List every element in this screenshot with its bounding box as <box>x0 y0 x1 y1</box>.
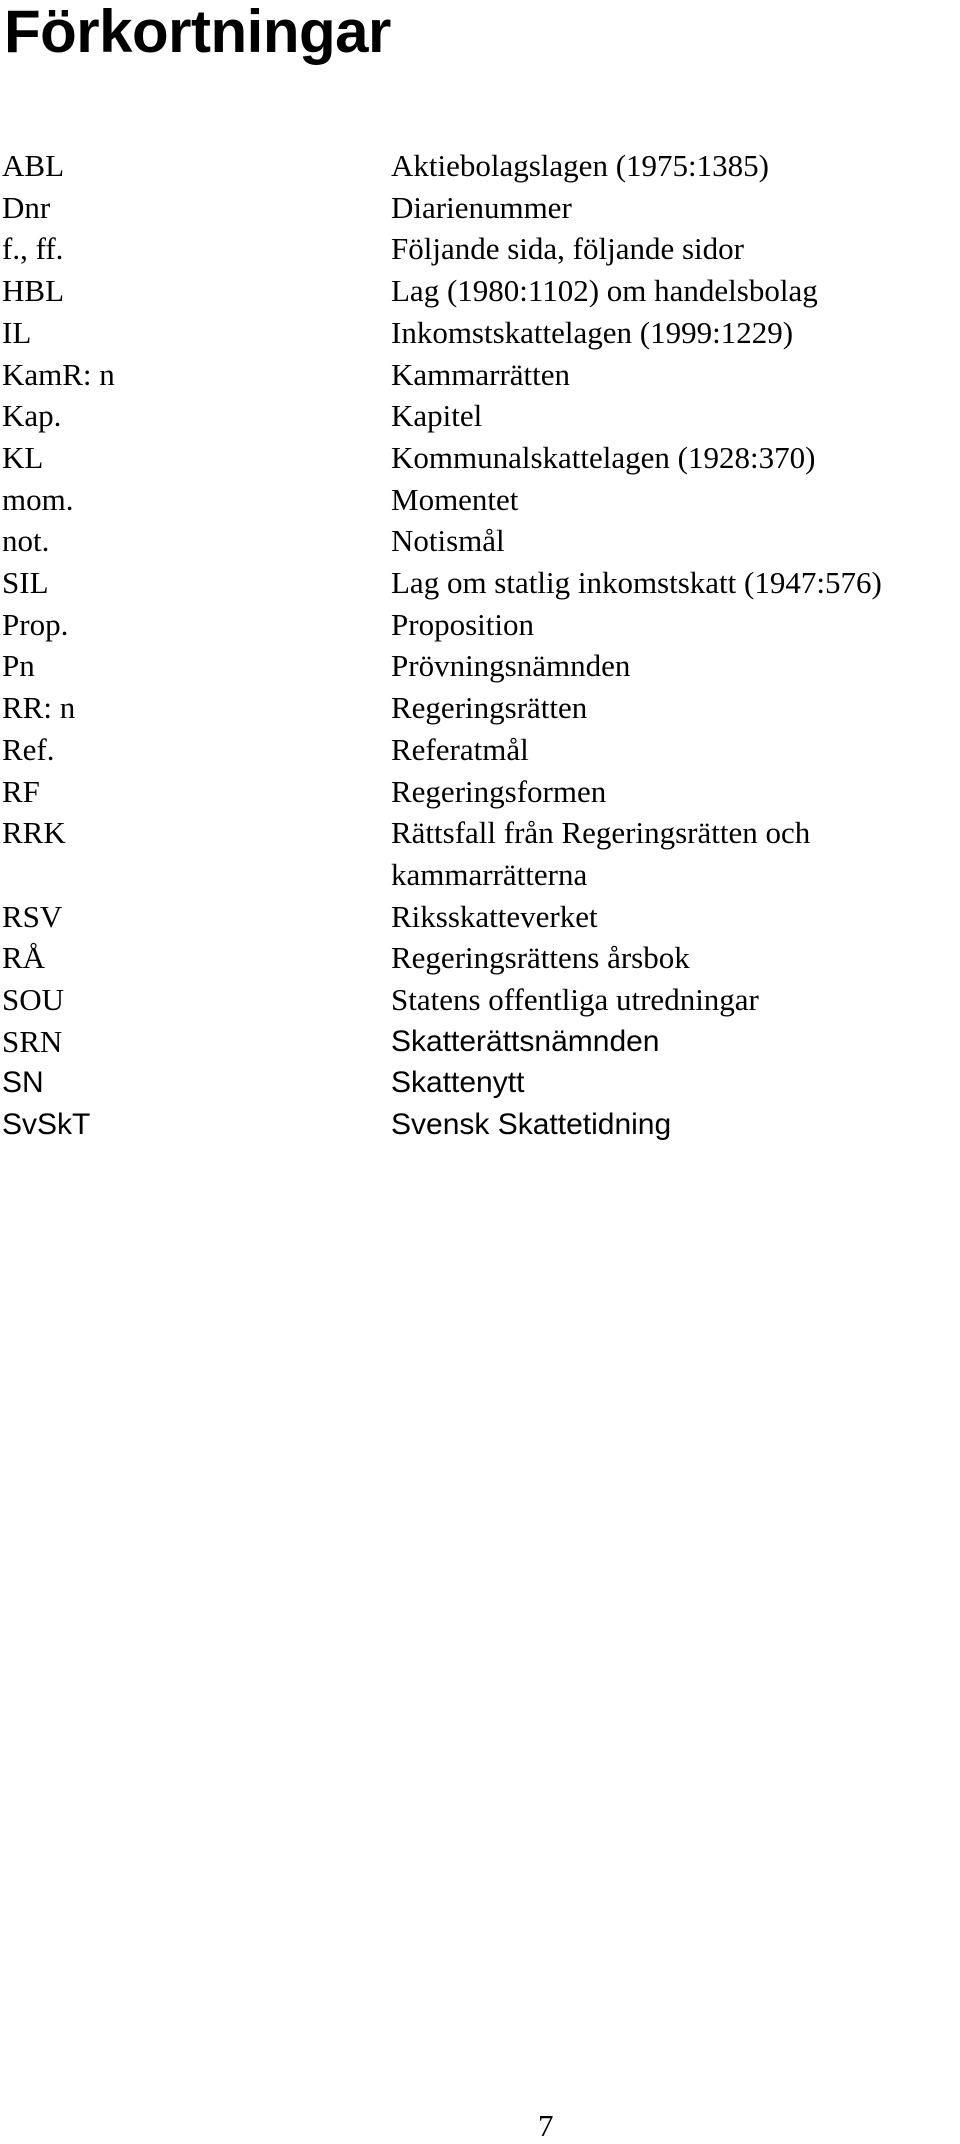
abbreviation-row <box>0 979 960 1021</box>
abbreviation-definition: Proposition <box>391 606 534 642</box>
abbreviation-definition: Rättsfall från Regeringsrätten och kammarrätterna <box>391 815 811 892</box>
abbreviation-definition: Notismål <box>391 523 505 559</box>
abbreviation-row <box>0 812 960 895</box>
page-title: Förkortningar <box>4 0 391 65</box>
abbreviation-definition: Prövningsnämnden <box>391 648 631 684</box>
abbreviation-definition: Kammarrätten <box>391 356 571 392</box>
abbreviation-term: not. <box>2 523 50 559</box>
abbreviation-definition: Aktiebolagslagen (1975:1385) <box>391 148 769 183</box>
abbreviation-term: RRK <box>2 815 66 851</box>
abbreviation-row <box>0 270 960 312</box>
abbreviation-row <box>0 354 960 396</box>
abbreviation-term: RR: n <box>2 690 76 726</box>
abbreviation-row <box>0 1062 960 1104</box>
abbreviation-row <box>0 729 960 771</box>
abbreviation-row <box>0 896 960 938</box>
abbreviation-row <box>0 645 960 687</box>
abbreviation-term: SIL <box>2 565 49 601</box>
abbreviation-definition: Kapitel <box>391 398 483 434</box>
abbreviation-row <box>0 395 960 437</box>
abbreviation-row <box>0 1021 960 1063</box>
abbreviation-definition: Regeringsformen <box>391 773 607 809</box>
abbreviation-list <box>0 145 960 1146</box>
abbreviation-term: SOU <box>2 982 65 1018</box>
abbreviation-row <box>0 312 960 354</box>
abbreviation-definition: Statens offentliga utredningar <box>391 982 759 1018</box>
abbreviation-definition: Regeringsrättens årsbok <box>391 940 690 976</box>
abbreviation-row <box>0 437 960 479</box>
abbreviation-term: Kap. <box>2 398 62 434</box>
abbreviation-term: IL <box>2 314 32 350</box>
abbreviation-term: RÅ <box>2 940 46 976</box>
abbreviation-definition: Kommunalskattelagen (1928:370) <box>391 439 816 475</box>
abbreviation-row <box>0 228 960 270</box>
abbreviation-term: KamR: n <box>2 356 115 392</box>
abbreviation-term: Dnr <box>2 189 51 225</box>
abbreviation-definition: Följande sida, följande sidor <box>391 231 744 267</box>
abbreviation-row <box>0 687 960 729</box>
abbreviation-row <box>0 479 960 521</box>
abbreviation-term: SN <box>2 1066 44 1100</box>
abbreviation-term: Ref. <box>2 731 55 767</box>
abbreviation-row <box>0 145 960 187</box>
abbreviation-definition: Referatmål <box>391 731 529 767</box>
abbreviation-term: ABL <box>2 148 64 183</box>
abbreviation-row <box>0 520 960 562</box>
abbreviation-definition: Lag om statlig inkomstskatt (1947:576) <box>391 565 882 601</box>
abbreviation-definition: Inkomstskattelagen (1999:1229) <box>391 314 794 350</box>
abbreviation-definition: Skattenytt <box>391 1066 525 1100</box>
abbreviation-definition: Lag (1980:1102) om handelsbolag <box>391 273 818 309</box>
abbreviation-definition: Regeringsrätten <box>391 690 588 726</box>
abbreviation-term: Pn <box>2 648 35 684</box>
abbreviation-term: SRN <box>2 1023 63 1059</box>
abbreviation-term: f., ff. <box>2 231 64 267</box>
abbreviation-term: KL <box>2 439 44 475</box>
abbreviation-term: RF <box>2 773 40 809</box>
abbreviation-definition: Diarienummer <box>391 189 572 225</box>
abbreviation-term: Prop. <box>2 606 69 642</box>
abbreviation-row <box>0 771 960 813</box>
abbreviation-term: RSV <box>2 898 63 934</box>
abbreviation-row <box>0 187 960 229</box>
abbreviation-row <box>0 1104 960 1146</box>
page-number: 7 <box>538 2108 554 2143</box>
abbreviation-term: SvSkT <box>2 1108 91 1142</box>
abbreviation-row <box>0 604 960 646</box>
abbreviation-definition: Svensk Skattetidning <box>391 1108 672 1142</box>
abbreviation-definition: Skatterättsnämnden <box>391 1024 660 1058</box>
abbreviation-term: HBL <box>2 273 64 309</box>
abbreviation-definition: Momentet <box>391 481 519 517</box>
abbreviation-row <box>0 937 960 979</box>
abbreviation-definition: Riksskatteverket <box>391 898 598 934</box>
abbreviation-row <box>0 562 960 604</box>
abbreviation-term: mom. <box>2 481 74 517</box>
